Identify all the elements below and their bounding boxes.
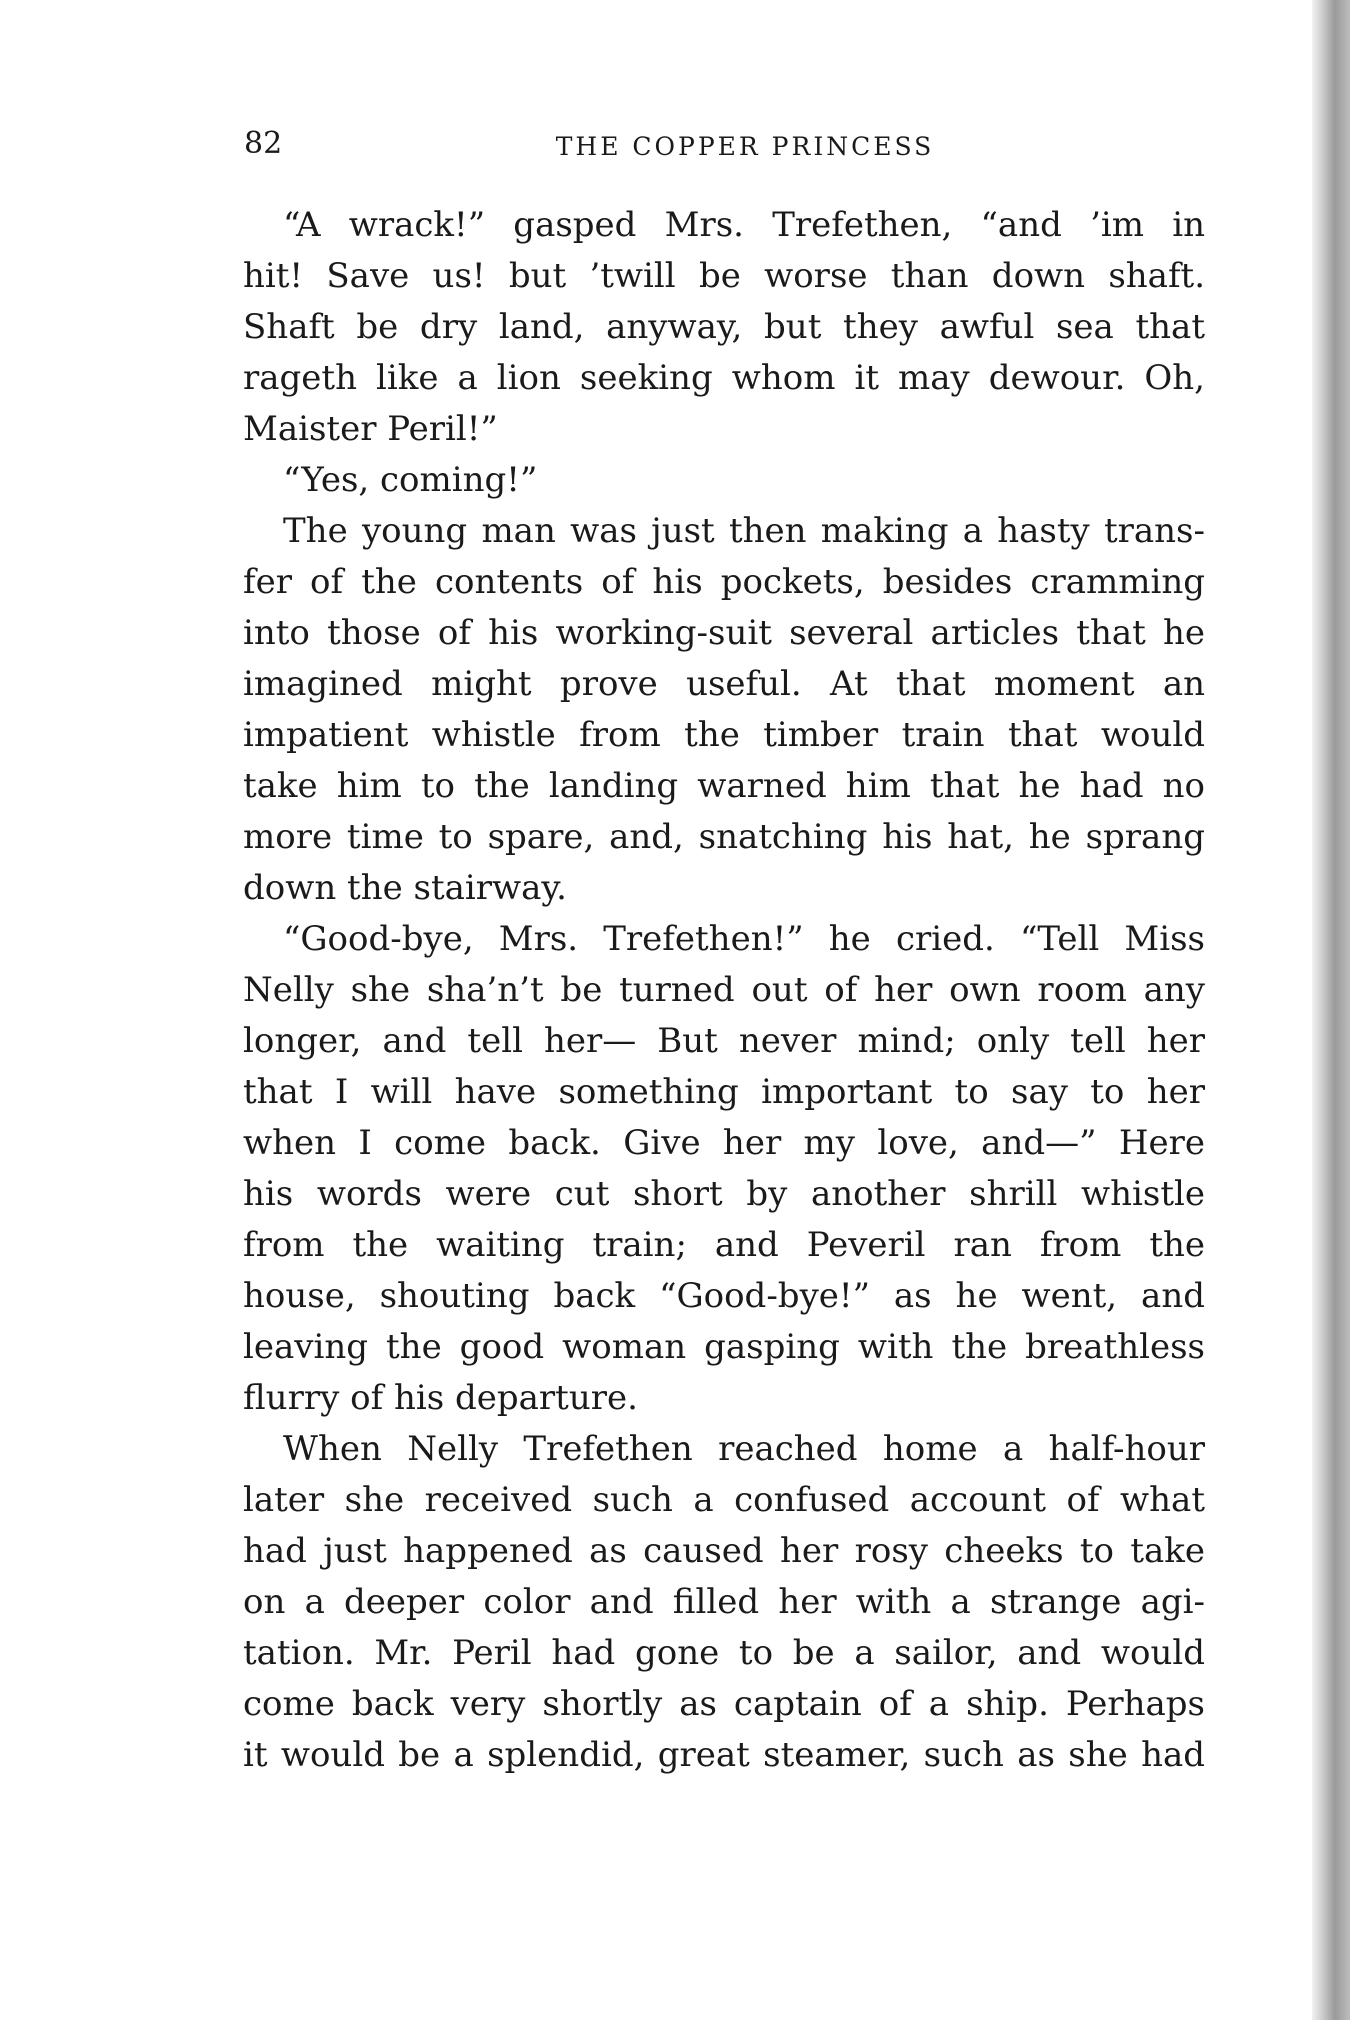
text-line: “A wrack!” gasped Mrs. Trefethen, “and ’im in — [283, 205, 1205, 245]
text-line: his words were cut short by another shrill whistle — [243, 1174, 1205, 1214]
text-line: “Yes, coming!” — [283, 460, 538, 500]
text-line: had just happened as caused her rosy cheeks to take — [243, 1531, 1205, 1571]
text-line: fer of the contents of his pockets, besides cramming — [243, 562, 1205, 602]
page-header — [240, 126, 1210, 176]
text-line: later she received such a confused account of what — [243, 1480, 1205, 1520]
text-line: more time to spare, and, snatching his hat, he sprang — [243, 817, 1205, 857]
text-line: tation. Mr. Peril had gone to be a sailor, and would — [243, 1633, 1205, 1673]
text-line: imagined might prove useful. At that moment an — [243, 664, 1205, 704]
text-line: leaving the good woman gasping with the breathless — [243, 1327, 1205, 1367]
page-number: 82 — [244, 126, 283, 161]
text-line: it would be a splendid, great steamer, such as she had — [243, 1735, 1205, 1775]
text-line: into those of his working-suit several articles that he — [243, 613, 1205, 653]
text-line: longer, and tell her— But never mind; only tell her — [243, 1021, 1205, 1061]
text-line: When Nelly Trefethen reached home a half-hour — [283, 1429, 1205, 1469]
body-text — [243, 200, 1205, 1781]
text-line: take him to the landing warned him that he had no — [243, 766, 1205, 806]
text-line: from the waiting train; and Peveril ran from the — [243, 1225, 1205, 1265]
text-line: Shaft be dry land, anyway, but they awful sea that — [243, 307, 1205, 347]
text-line: impatient whistle from the timber train that would — [243, 715, 1205, 755]
running-title: THE COPPER PRINCESS — [555, 132, 935, 161]
text-line: house, shouting back “Good-bye!” as he went, and — [243, 1276, 1205, 1316]
text-line: rageth like a lion seeking whom it may dewour. Oh, — [243, 358, 1205, 398]
text-line: hit! Save us! but ’twill be worse than down shaft. — [243, 256, 1205, 296]
page-edge-shadow — [1312, 0, 1350, 2020]
text-line: “Good-bye, Mrs. Trefethen!” he cried. “Tell Miss — [283, 919, 1205, 959]
text-line: come back very shortly as captain of a ship. Perhaps — [243, 1684, 1205, 1724]
text-line: The young man was just then making a hasty trans- — [283, 511, 1205, 551]
text-line: when I come back. Give her my love, and—” Here — [243, 1123, 1205, 1163]
text-line: on a deeper color and filled her with a strange agi- — [243, 1582, 1205, 1622]
text-line: down the stairway. — [243, 868, 567, 908]
text-line: Nelly she sha’n’t be turned out of her own room any — [243, 970, 1205, 1010]
text-line: that I will have something important to say to her — [243, 1072, 1205, 1112]
text-line: flurry of his departure. — [243, 1378, 638, 1418]
text-line: Maister Peril!” — [243, 409, 498, 449]
